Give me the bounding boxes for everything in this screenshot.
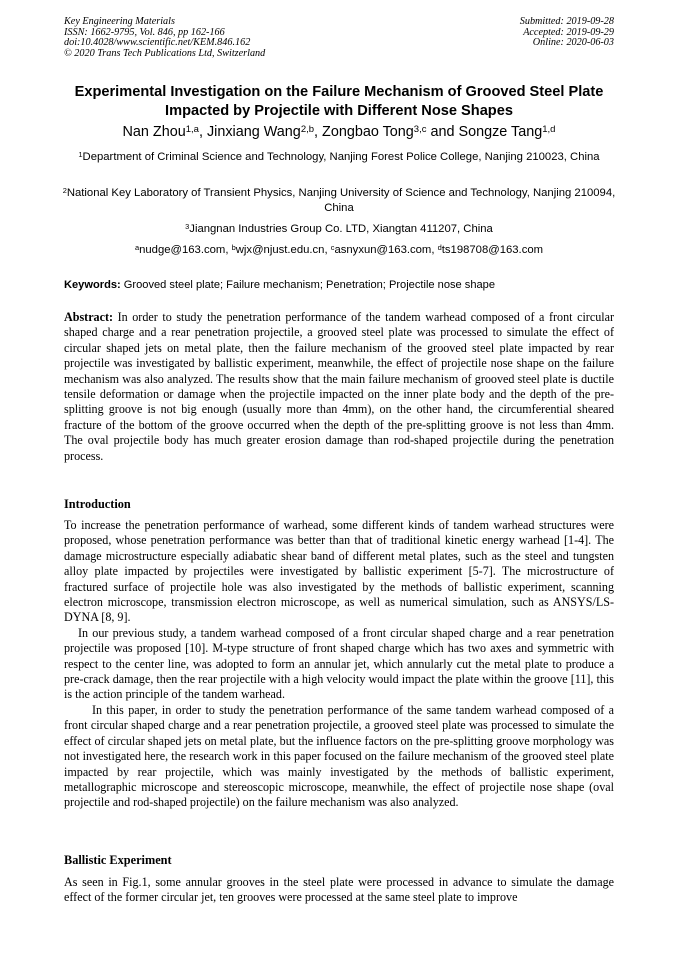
ballistic-body <box>64 875 614 906</box>
affiliation-sup: 2 <box>62 185 67 195</box>
author-sup: 3,c <box>413 123 427 135</box>
journal-info <box>64 17 265 59</box>
ballistic-paragraph-1: As seen in Fig.1, some annular grooves in the steel plate were processed in advance to simulate the damage effect of the former circular jet, ten grooves were processed at the same steel plate to improve <box>64 875 614 905</box>
author-sup: 2,b <box>300 123 315 135</box>
abstract-block <box>64 310 614 464</box>
affiliation-1 <box>60 150 618 165</box>
abstract-label: Abstract: <box>64 310 114 324</box>
issn-line: ISSN: 1662-9795, Vol. 846, pp 162-166 <box>64 26 225 38</box>
journal-name: Key Engineering Materials <box>64 16 175 27</box>
author-name: Zongbao Tong <box>322 124 414 140</box>
abstract-paragraph <box>64 310 614 464</box>
affiliation-2 <box>60 186 618 216</box>
affiliation-text: Department of Criminal Science and Technology, Nanjing Forest Police College, Nanjing 210023, China <box>82 151 600 163</box>
email-link[interactable]: ts198708@163.com <box>441 244 544 256</box>
author-name: Nan Zhou <box>122 124 186 140</box>
affiliation-sup: 1 <box>78 149 83 159</box>
author-name: Jinxiang Wang <box>206 124 301 140</box>
author-sup: 1,a <box>185 123 199 135</box>
affiliation-3 <box>60 222 618 237</box>
intro-paragraph-1: To increase the penetration performance of warhead, some different kinds of tandem warhead structures were proposed, whose penetration performance was better than that of traditional kinetic energy warhead [1-4]. The damage microstructure especially adiabatic shear band of different metal plates, such as the steel and tungsten alloy plate impacted by projectiles were investigated by ballistic experiment [5-7]. The microstructure of fractured surface of projectile hole was also investigated by the methods of ballistic experiment, scanning electron microscope, transmission electron microscope, as well as numerical simulation, such as ANSYS/LS-DYNA [8, 9]. <box>64 518 614 625</box>
author-separator: , <box>314 124 323 140</box>
email-sup: a <box>134 242 140 252</box>
author-separator: , <box>198 124 207 140</box>
keywords-line <box>64 278 624 292</box>
email-sup: c <box>330 242 335 252</box>
email-link[interactable]: asnyxun@163.com, <box>334 244 438 256</box>
affiliation-sup: 3 <box>185 221 190 231</box>
dates-info <box>520 17 614 49</box>
keywords-text: Grooved steel plate; Failure mechanism; Penetration; Projectile nose shape <box>120 279 496 291</box>
introduction-heading: Introduction <box>64 497 131 511</box>
author-list <box>40 123 638 141</box>
intro-paragraph-3: In this paper, in order to study the penetration performance of the same tandem warhead composed of a front circular shaped charge and a rear penetration projectile, a grooved steel plate was processed to simulate the effect of circular shaped jets on metal plate, but the influence factors on the pre-splitting groove morphology was not investigated here, the research work in this paper focused on the failure mechanism of the grooved steel plate impacted by rear projectile, which was mainly investigated by the methods of ballistic experiment, metallographic microscope and stereoscopic microscope, meanwhile, the effect of projectile nose shape (oval projectile and rod-shaped projectile) on the failure mechanism was also analyzed. <box>64 702 614 810</box>
keywords-label: Keywords: <box>64 279 121 291</box>
intro-paragraph-2: In our previous study, a tandem warhead composed of a front circular shaped charge and a rear penetration projectile was proposed [10]. M-type structure of front shaped charge which has two axes and symmetric with respect to the center line, was adopted to form an annular jet, which annularly cut the metal plate to produce a pre-crack damage, then the rear projectile with a high velocity would impact the plate within the groove [11], this is the action principle of the tandem warhead. <box>64 625 614 702</box>
email-link[interactable]: wjx@njust.edu.cn, <box>235 244 331 256</box>
accepted-date: Accepted: 2019-09-29 <box>523 26 614 38</box>
affiliation-text: Jiangnan Industries Group Co. LTD, Xiangtan 411207, China <box>189 223 493 235</box>
copyright-line: © 2020 Trans Tech Publications Ltd, Switzerland <box>64 47 266 59</box>
email-sup: b <box>231 242 236 252</box>
doi-line[interactable]: doi:10.4028/www.scientific.net/KEM.846.162 <box>64 37 251 49</box>
ballistic-heading: Ballistic Experiment <box>64 853 172 867</box>
abstract-text: In order to study the penetration performance of the tandem warhead composed of a front circular shaped charge and a rear penetration projectile, a grooved steel plate was processed to simulate the effect of circular shaped jets on metal plate, then the failure mechanism of the grooved steel plate impacted by rear projectile was investigated by ballistic experiment, meanwhile, the effect of projectile nose shape on the failure mechanism was also analyzed. The results show that the main failure mechanism of grooved steel plate is ductile tensile deformation or damage when the projectile impacted on the inner plate body and the depth of the pre-splitting groove is not big enough (usually more than 4mm), on the other hand, the circumferential sheared fracture of the bottom of the groove occurred when the depth of the pre-splitting groove is not less than 4mm. The oval projectile body has much greater erosion damage than rod-shaped projectile during the penetration process. <box>64 310 614 463</box>
submitted-date: Submitted: 2019-09-28 <box>519 16 614 27</box>
author-name: Songze Tang <box>458 124 543 140</box>
email-list <box>60 243 618 258</box>
author-sup: 1,d <box>542 123 556 135</box>
email-link[interactable]: nudge@163.com, <box>139 244 232 256</box>
author-separator: and <box>426 124 459 140</box>
paper-title: Experimental Investigation on the Failure Mechanism of Grooved Steel Plate Impacted by Projectile with Different Nose Shapes <box>74 84 604 119</box>
introduction-body <box>64 518 614 811</box>
email-sup: d <box>437 242 442 252</box>
affiliation-text: National Key Laboratory of Transient Physics, Nanjing University of Science and Technology, Nanjing 210094, China <box>66 187 616 214</box>
online-date: Online: 2020-06-03 <box>532 37 614 49</box>
